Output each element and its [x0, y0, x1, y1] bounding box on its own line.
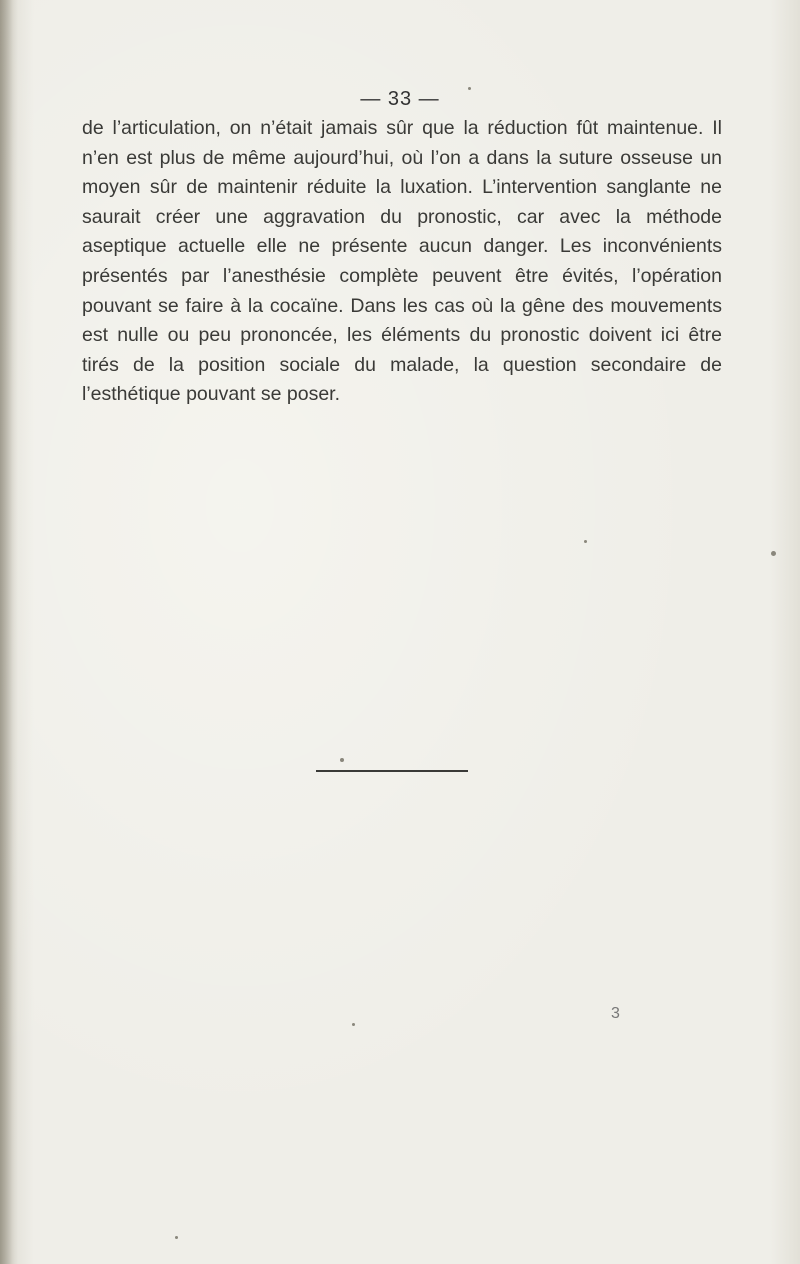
- paper-speck: [468, 87, 471, 90]
- paper-speck: [340, 758, 344, 762]
- binding-shadow: [0, 0, 18, 1264]
- paper-speck: [584, 540, 587, 543]
- page-number-header: — 33 —: [360, 88, 440, 110]
- printer-signature-mark: 3: [611, 1005, 620, 1022]
- paper-speck: [771, 551, 776, 556]
- paper-speck: [352, 1023, 355, 1026]
- section-rule: [316, 770, 468, 772]
- body-paragraph: de l’articulation, on n’était jamais sûr que la réduction fût maintenue. Il n’en est plus de même aujourd’hui, où l’on a dans la suture osseuse un moyen sûr de maintenir réduite la luxation. L’intervention sanglante ne saurait créer une aggravation du pronostic, car avec la méthode aseptique actuelle elle ne présente aucun danger. Les inconvénients présentés par l’anesthésie complète peuvent être évités, l’opération pouvant se faire à la cocaïne. Dans les cas où la gêne des mouvements est nulle ou peu prononcée, les éléments du pronostic doivent ici être tirés de la position sociale du malade, la question secondaire de l’esthétique pouvant se poser.: [82, 117, 722, 406]
- paper-speck: [175, 1236, 178, 1239]
